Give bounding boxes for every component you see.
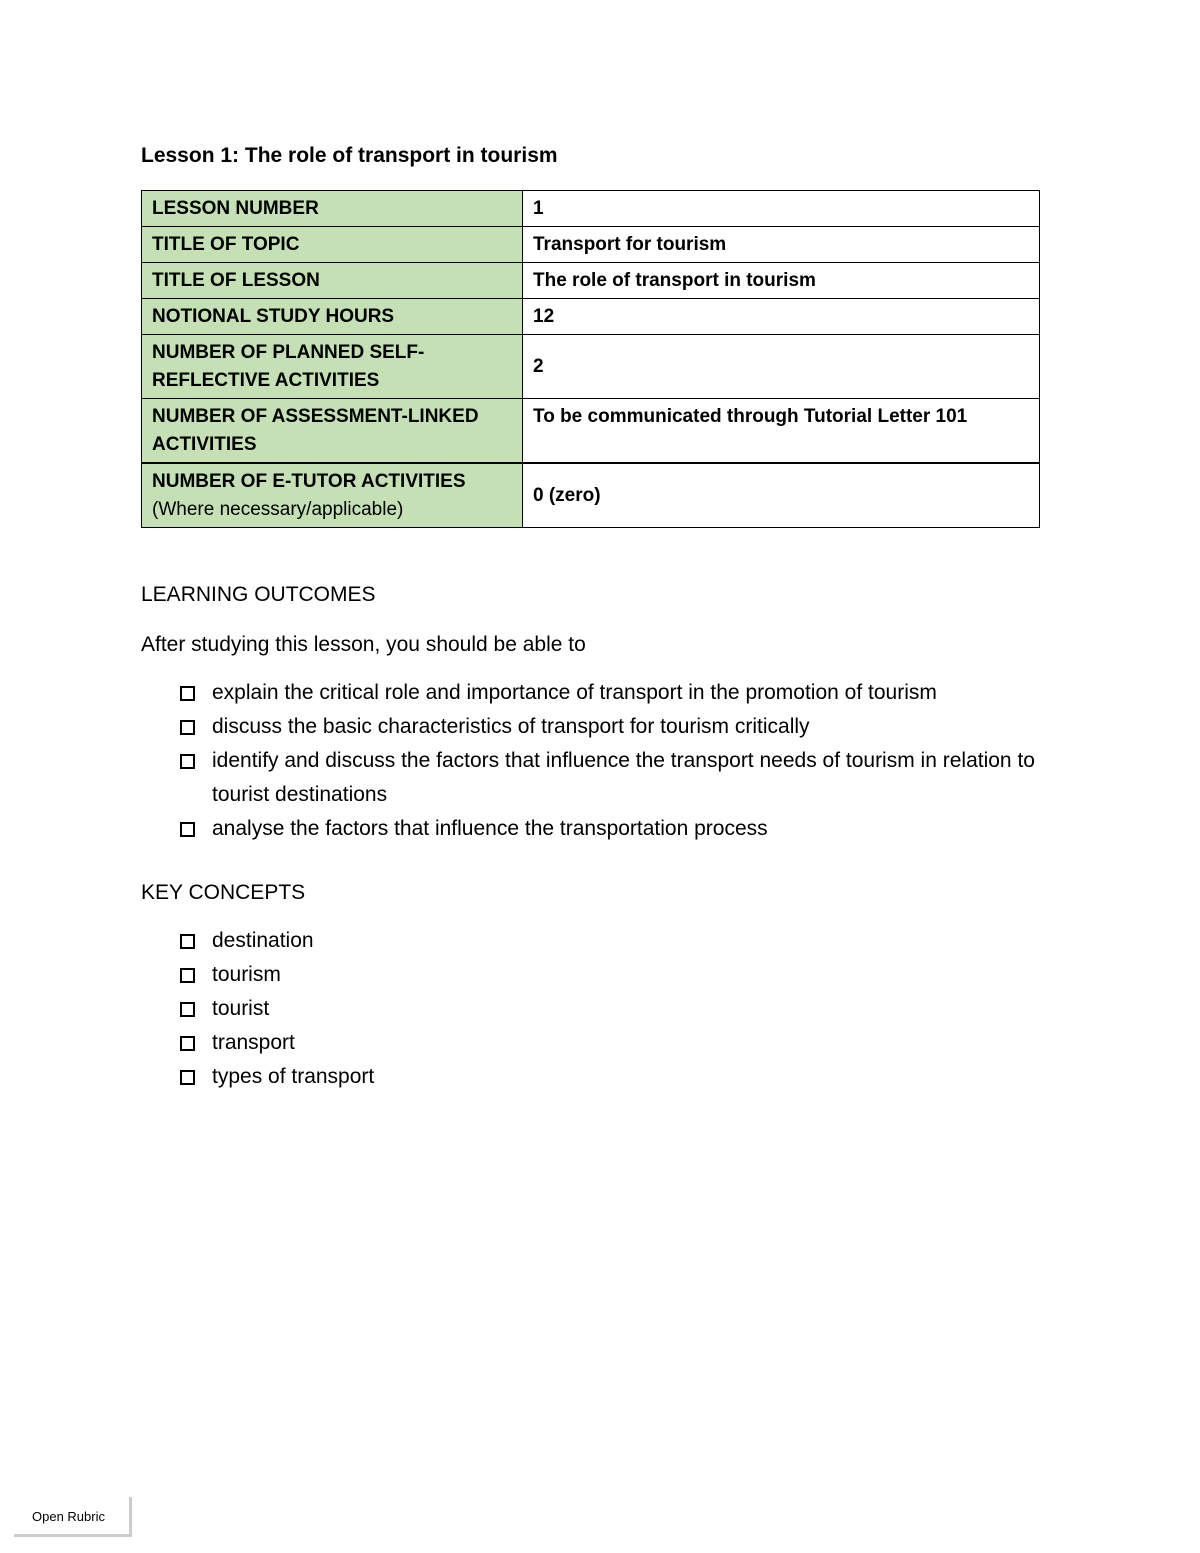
row-value-assessment-linked: To be communicated through Tutorial Letter 101: [523, 399, 1040, 464]
row-value-title-of-lesson: The role of transport in tourism: [523, 263, 1040, 299]
list-item: [178, 1060, 1041, 1094]
list-item: [178, 710, 1041, 744]
list-item: [178, 924, 1041, 958]
table-row: [142, 227, 1040, 263]
list-item-text: explain the critical role and importance of transport in the promotion of tourism: [212, 681, 937, 704]
checkbox-square-icon: [180, 934, 195, 949]
row-label-title-of-topic: TITLE OF TOPIC: [142, 227, 523, 263]
row-value-self-reflective: 2: [523, 335, 1040, 399]
checkbox-square-icon: [180, 1002, 195, 1017]
row-label-title-of-lesson: TITLE OF LESSON: [142, 263, 523, 299]
row-label-self-reflective: NUMBER OF PLANNED SELF-REFLECTIVE ACTIVITIES: [142, 335, 523, 399]
row-value-title-of-topic: Transport for tourism: [523, 227, 1040, 263]
checkbox-square-icon: [180, 720, 195, 735]
learning-outcomes-heading: LEARNING OUTCOMES: [141, 583, 376, 606]
row-label-study-hours: NOTIONAL STUDY HOURS: [142, 299, 523, 335]
e-tutor-label-text: NUMBER OF E-TUTOR ACTIVITIES: [152, 471, 466, 492]
list-item: [178, 1026, 1041, 1060]
table-row: [142, 399, 1040, 464]
checkbox-square-icon: [180, 1036, 195, 1051]
checkbox-square-icon: [180, 1070, 195, 1085]
list-item: [178, 958, 1041, 992]
lesson-info-table: [141, 190, 1040, 528]
list-item: [178, 676, 1041, 710]
table-row: [142, 299, 1040, 335]
list-item-text: tourist: [212, 997, 270, 1020]
row-label-e-tutor: [142, 463, 523, 528]
checkbox-square-icon: [180, 968, 195, 983]
list-item-text: types of transport: [212, 1065, 375, 1088]
key-concepts-heading: KEY CONCEPTS: [141, 881, 306, 904]
table-row: [142, 335, 1040, 399]
lesson-heading: Lesson 1: The role of transport in tourism: [141, 144, 558, 167]
list-item-text: destination: [212, 929, 314, 952]
table-row: [142, 263, 1040, 299]
list-item-text: discuss the basic characteristics of transport for tourism critically: [212, 715, 810, 738]
list-item-text: transport: [212, 1031, 295, 1054]
list-item: [178, 992, 1041, 1026]
checkbox-square-icon: [180, 754, 195, 769]
table-row: [142, 463, 1040, 528]
row-value-lesson-number: 1: [523, 191, 1040, 227]
list-item-text: analyse the factors that influence the transportation process: [212, 817, 768, 840]
learning-outcomes-intro: After studying this lesson, you should be able to: [141, 633, 586, 656]
row-label-assessment-linked: NUMBER OF ASSESSMENT-LINKED ACTIVITIES: [142, 399, 523, 464]
row-label-lesson-number: LESSON NUMBER: [142, 191, 523, 227]
open-rubric-button[interactable]: Open Rubric: [14, 1497, 132, 1537]
key-concepts-list: [141, 924, 1041, 1094]
list-item-text: tourism: [212, 963, 281, 986]
row-value-study-hours: 12: [523, 299, 1040, 335]
list-item: [178, 744, 1041, 812]
list-item: [178, 812, 1041, 846]
checkbox-square-icon: [180, 822, 195, 837]
row-value-e-tutor: 0 (zero): [523, 463, 1040, 528]
learning-outcomes-list: [141, 676, 1041, 846]
table-row: [142, 191, 1040, 227]
checkbox-square-icon: [180, 686, 195, 701]
document-page: [141, 140, 1041, 1094]
list-item-text: identify and discuss the factors that influence the transport needs of tourism in relation to tourist destinations: [212, 749, 1035, 806]
e-tutor-label-note: (Where necessary/applicable): [152, 499, 404, 520]
